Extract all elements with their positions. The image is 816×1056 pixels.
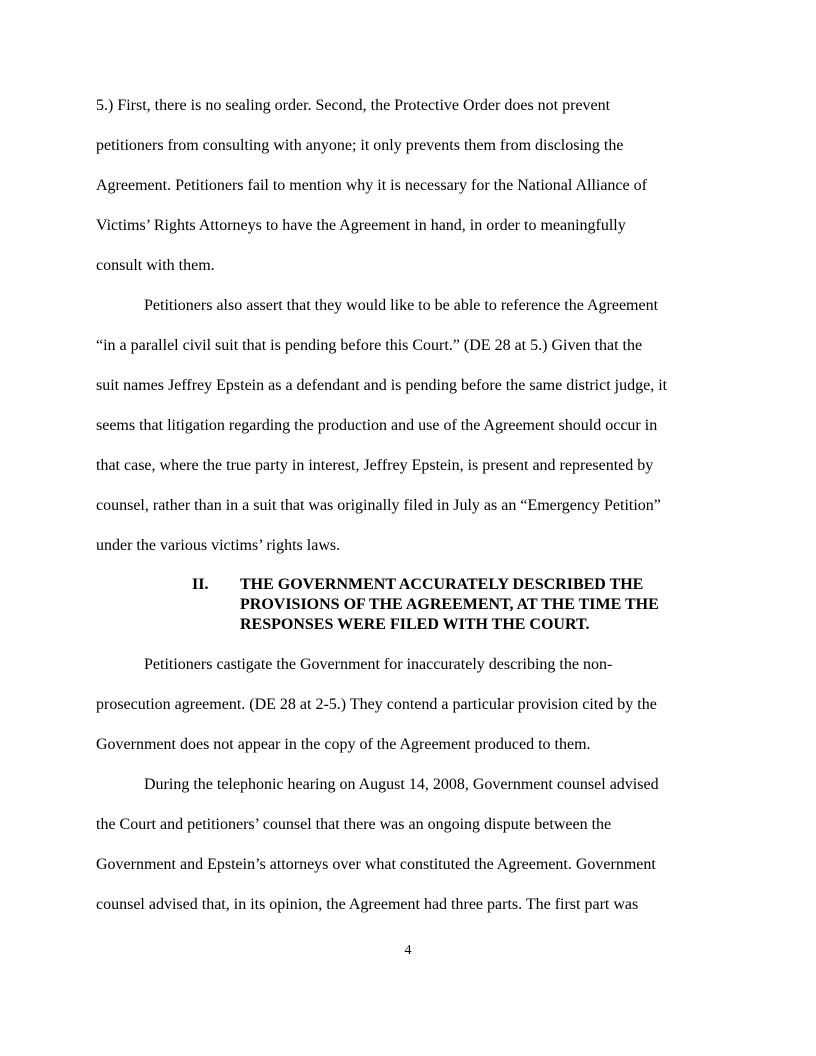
paragraph-line: prosecution agreement. (DE 28 at 2-5.) They contend a particular provision cited by the <box>96 696 657 713</box>
paragraph-line: suit names Jeffrey Epstein as a defendant and is pending before the same district judge, it <box>96 377 668 394</box>
paragraph-line: Agreement. Petitioners fail to mention why it is necessary for the National Alliance of <box>96 177 647 194</box>
paragraph-line: petitioners from consulting with anyone; it only prevents them from disclosing the <box>96 137 624 154</box>
section-title-line: PROVISIONS OF THE AGREEMENT, AT THE TIME THE <box>240 596 659 613</box>
paragraph-line: 5.) First, there is no sealing order. Second, the Protective Order does not prevent <box>96 97 611 114</box>
paragraph-line: the Court and petitioners’ counsel that there was an ongoing dispute between the <box>96 816 612 833</box>
paragraph-line: Victims’ Rights Attorneys to have the Agreement in hand, in order to meaningfully <box>96 217 626 234</box>
paragraph-line: During the telephonic hearing on August 14, 2008, Government counsel advised <box>144 776 659 793</box>
paragraph-line: under the various victims’ rights laws. <box>96 537 341 554</box>
paragraph-line: “in a parallel civil suit that is pending before this Court.” (DE 28 at 5.) Given that the <box>96 337 643 354</box>
paragraph-line: Petitioners also assert that they would like to be able to reference the Agreement <box>144 297 659 314</box>
page-number: 4 <box>404 943 412 958</box>
section-number: II. <box>192 576 209 593</box>
paragraph-line: seems that litigation regarding the production and use of the Agreement should occur in <box>96 417 658 434</box>
paragraph-line: counsel advised that, in its opinion, the Agreement had three parts. The first part was <box>96 896 639 913</box>
paragraph-line: Petitioners castigate the Government for inaccurately describing the non- <box>144 656 613 673</box>
paragraph-line: Government and Epstein’s attorneys over what constituted the Agreement. Government <box>96 856 656 873</box>
section-title-line: RESPONSES WERE FILED WITH THE COURT. <box>240 616 590 633</box>
paragraph-line: that case, where the true party in interest, Jeffrey Epstein, is present and represented by <box>96 457 654 474</box>
paragraph-line: counsel, rather than in a suit that was originally filed in July as an “Emergency Petition” <box>96 497 661 514</box>
paragraph-line: consult with them. <box>96 257 215 274</box>
section-title-line: THE GOVERNMENT ACCURATELY DESCRIBED THE <box>240 576 644 593</box>
paragraph-line: Government does not appear in the copy of the Agreement produced to them. <box>96 736 591 753</box>
